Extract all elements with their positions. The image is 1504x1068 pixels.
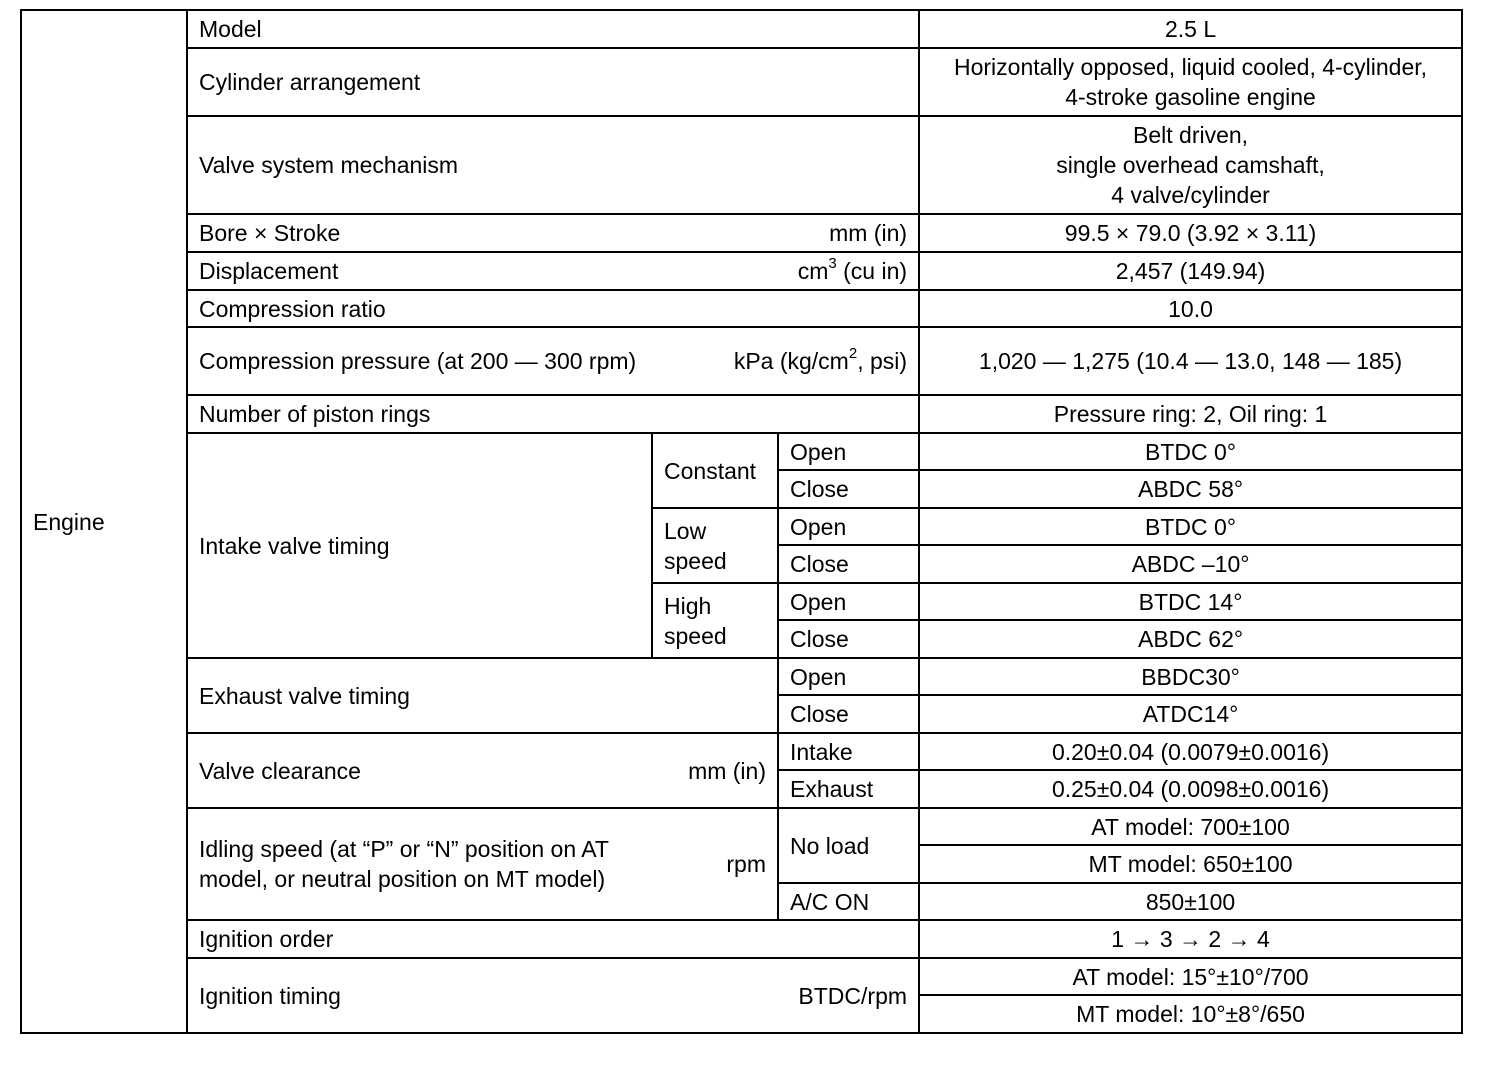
intake-constant-close-label: Close — [778, 470, 919, 508]
intake-high-close-value: ABDC 62° — [919, 620, 1462, 658]
intake-constant-label: Constant — [652, 433, 778, 508]
intake-high-speed-label: High speed — [652, 583, 778, 658]
compression-pressure-unit: kPa ($kg/cm^2$, psi) — [733, 345, 908, 374]
exhaust-timing-label: Exhaust valve timing — [187, 658, 778, 733]
idling-unit: rpm — [726, 851, 766, 877]
bore-stroke-row-label: Bore × Stroke mm (in) — [187, 214, 919, 252]
intake-high-close-label: Close — [778, 620, 919, 658]
bore-unit: mm (in) — [829, 220, 908, 246]
ignition-order-label: Ignition order — [187, 920, 919, 958]
model-value: 2.5 L — [919, 10, 1462, 48]
exhaust-close-label: Close — [778, 695, 919, 733]
model-label: Model — [187, 10, 919, 48]
exhaust-open-value: BBDC30° — [919, 658, 1462, 695]
bore-stroke-value: 99.5 × 79.0 (3.92 × 3.11) — [919, 214, 1462, 252]
valve-system-label: Valve system mechanism — [187, 116, 919, 214]
ignition-timing-unit: BTDC/rpm — [798, 982, 908, 1009]
piston-rings-value: Pressure ring: 2, Oil ring: 1 — [919, 395, 1462, 433]
exhaust-open-label: Open — [778, 658, 919, 695]
engine-spec-table — [20, 9, 1463, 1034]
valve-clearance-intake-label: Intake — [778, 733, 919, 770]
valve-clearance-unit: mm (in) — [688, 757, 766, 784]
ignition-timing-at-value: AT model: 15°±10°/700 — [919, 958, 1462, 995]
intake-constant-open-value: BTDC 0° — [919, 433, 1462, 470]
ignition-order-value: 1 → 3 → 2 → 4 — [919, 920, 1462, 958]
valve-clearance-exhaust-value: 0.25±0.04 (0.0098±0.0016) — [919, 770, 1462, 808]
idling-row-label: Idling speed (at “P” or “N” position on AT model, or neutral position on MT model) rpm — [187, 808, 778, 920]
displacement-row-label: Displacement $cm^3$ (cu in) — [187, 252, 919, 290]
compression-pressure-value: 1,020 — 1,275 (10.4 — 13.0, 148 — 185) — [919, 327, 1462, 395]
intake-low-open-label: Open — [778, 508, 919, 545]
ignition-timing-row-label: Ignition timing BTDC/rpm — [187, 958, 919, 1033]
intake-constant-close-value: ABDC 58° — [919, 470, 1462, 508]
exhaust-close-value: ATDC14° — [919, 695, 1462, 733]
cylinder-value: Horizontally opposed, liquid cooled, 4-cylinder, 4-stroke gasoline engine — [919, 48, 1462, 116]
compression-ratio-label: Compression ratio — [187, 290, 919, 327]
intake-low-close-label: Close — [778, 545, 919, 583]
compression-pressure-row-label: Compression pressure (at 200 — 300 rpm) kPa ($kg/cm^2$, psi) — [187, 327, 919, 395]
valve-clearance-intake-value: 0.20±0.04 (0.0079±0.0016) — [919, 733, 1462, 770]
idling-ac-on-label: A/C ON — [778, 883, 919, 920]
valve-system-value: Belt driven, single overhead camshaft, 4 valve/cylinder — [919, 116, 1462, 214]
intake-high-open-label: Open — [778, 583, 919, 620]
idling-ac-value: 850±100 — [919, 883, 1462, 920]
compression-ratio-value: 10.0 — [919, 290, 1462, 327]
idling-no-load-label: No load — [778, 808, 919, 883]
valve-clearance-row-label: Valve clearance mm (in) — [187, 733, 778, 808]
intake-timing-label: Intake valve timing — [187, 433, 652, 658]
intake-low-close-value: ABDC –10° — [919, 545, 1462, 583]
displacement-value: 2,457 (149.94) — [919, 252, 1462, 290]
ignition-timing-mt-value: MT model: 10°±8°/650 — [919, 995, 1462, 1033]
cylinder-label: Cylinder arrangement — [187, 48, 919, 116]
idling-at-value: AT model: 700±100 — [919, 808, 1462, 845]
piston-rings-label: Number of piston rings — [187, 395, 919, 433]
idling-mt-value: MT model: 650±100 — [919, 845, 1462, 883]
intake-low-open-value: BTDC 0° — [919, 508, 1462, 545]
intake-constant-open-label: Open — [778, 433, 919, 470]
intake-high-open-value: BTDC 14° — [919, 583, 1462, 620]
displacement-unit: $cm^3$ (cu in) — [797, 255, 908, 284]
intake-low-speed-label: Low speed — [652, 508, 778, 583]
section-label: Engine — [21, 10, 187, 1033]
valve-clearance-exhaust-label: Exhaust — [778, 770, 919, 808]
